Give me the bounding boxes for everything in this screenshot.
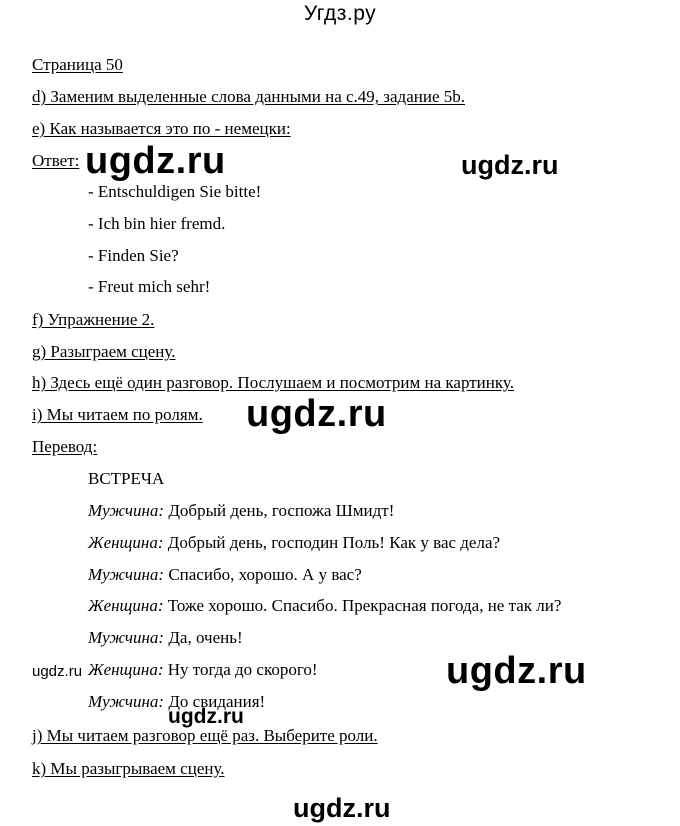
item-k: k) Мы разыгрываем сцену.: [32, 759, 225, 778]
watermark: ugdz.ru: [32, 663, 83, 680]
dialogue-speaker: Женщина:: [88, 660, 164, 679]
dialogue-speaker: Мужчина:: [88, 628, 165, 647]
dialogue-text: Ну тогда до скорого!: [163, 660, 318, 679]
dialogue-title: ВСТРЕЧА: [88, 469, 165, 488]
dialogue-text: До свидания!: [164, 692, 266, 711]
watermark: ugdz.ru: [293, 793, 391, 823]
dialogue-text: Спасибо, хорошо. А у вас?: [164, 565, 362, 584]
watermark: ugdz.ru: [446, 650, 587, 692]
watermark: ugdz.ru: [85, 140, 226, 182]
item-g: g) Разыграем сцену.: [32, 342, 176, 361]
dialogue-line: [88, 660, 318, 680]
answer-label: Ответ:: [32, 151, 80, 170]
dialogue-speaker: Женщина:: [88, 533, 164, 552]
dialogue-speaker: Мужчина:: [88, 692, 165, 711]
watermark: ugdz.ru: [461, 150, 559, 180]
page-label: Страница 50: [32, 55, 123, 74]
dialogue-speaker: Мужчина:: [88, 501, 165, 520]
dialogue-line: [88, 628, 243, 648]
answer-item: - Finden Sie?: [88, 246, 179, 265]
item-i: i) Мы читаем по ролям.: [32, 405, 203, 424]
answer-item: - Ich bin hier fremd.: [88, 214, 226, 233]
answer-item: - Freut mich sehr!: [88, 277, 211, 296]
item-h: h) Здесь ещё один разговор. Послушаем и посмотрим на картинку.: [32, 373, 514, 392]
dialogue-text: Добрый день, госпожа Шмидт!: [164, 501, 395, 520]
dialogue-text: Да, очень!: [164, 628, 243, 647]
site-title: Угдз.ру: [303, 2, 377, 25]
watermark: ugdz.ru: [246, 393, 387, 435]
dialogue-line: [88, 533, 500, 553]
answer-item: - Entschuldigen Sie bitte!: [88, 182, 262, 201]
dialogue-text: Тоже хорошо. Спасибо. Прекрасная погода, не так ли?: [163, 596, 562, 615]
item-j: j) Мы читаем разговор ещё раз. Выберите роли.: [32, 726, 378, 745]
dialogue-line: [88, 501, 394, 521]
dialogue-line: [88, 565, 362, 585]
watermark: ugdz.ru: [168, 705, 244, 728]
dialogue-line: [88, 596, 561, 616]
translation-label: Перевод:: [32, 437, 98, 456]
item-f: f) Упражнение 2.: [32, 310, 155, 329]
dialogue-speaker: Женщина:: [88, 596, 164, 615]
dialogue-speaker: Мужчина:: [88, 565, 165, 584]
item-d: d) Заменим выделенные слова данными на с.49, задание 5b.: [32, 87, 465, 106]
item-e: e) Как называется это по - немецки:: [32, 119, 291, 138]
dialogue-text: Добрый день, господин Поль! Как у вас дела?: [163, 533, 501, 552]
